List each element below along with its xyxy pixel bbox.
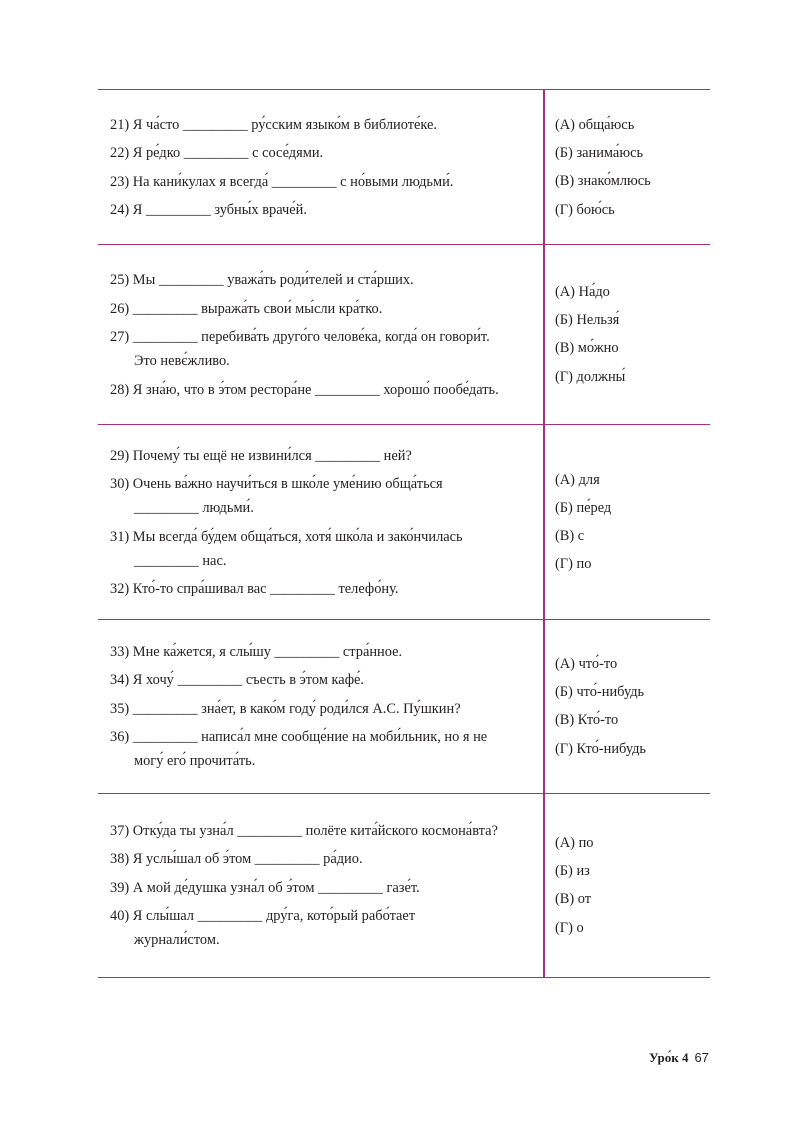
option-a: (А) что́-то xyxy=(555,656,618,672)
option-d: (Г) по xyxy=(555,556,592,572)
option-b: (Б) из xyxy=(555,863,590,879)
lesson-label: Уро́к 4 xyxy=(649,1050,689,1065)
section-divider xyxy=(98,424,710,425)
option-a: (А) по xyxy=(555,835,594,851)
question-38: 38) Я услы́шал об э́том _________ ра́дио. xyxy=(110,851,363,867)
question-29: 29) Почему́ ты ещё не извини́лся _________ ней? xyxy=(110,448,412,464)
question-35: 35) _________ зна́ет, в како́м году́ роди́лся А.С. Пу́шкин? xyxy=(110,701,461,717)
question-30: 30) Очень ва́жно научи́ться в шко́ле уме́нию обща́ться _________ людьми́. xyxy=(110,476,443,516)
question-28: 28) Я зна́ю, что в э́том рестора́не _________ хорошо́ пообе́дать. xyxy=(110,382,499,398)
question-32: 32) Кто́-то спра́шивал вас _________ телефо́ну. xyxy=(110,581,399,597)
option-b: (Б) что́-нибудь xyxy=(555,684,645,700)
section-divider-bottom xyxy=(98,977,710,978)
option-c: (В) с xyxy=(555,528,585,544)
page-number: 67 xyxy=(694,1050,709,1065)
question-22: 22) Я ре́дко _________ с сосе́дями. xyxy=(110,145,324,161)
option-b: (Б) Нельзя́ xyxy=(555,312,620,328)
question-40: 40) Я слы́шал _________ дру́га, кото́рый рабо́тает журнали́стом. xyxy=(110,908,416,948)
option-c: (В) Кто́-то xyxy=(555,712,619,728)
section-divider xyxy=(98,244,710,245)
option-d: (Г) бою́сь xyxy=(555,202,615,218)
question-27: 27) _________ перебива́ть друго́го челове́ка, когда́ он говори́т. Это невє́жливо. xyxy=(110,329,490,369)
question-21: 21) Я ча́сто _________ ру́сским языко́м в библиоте́ке. xyxy=(110,117,438,133)
question-39: 39) А мой де́душка узна́л об э́том _________ газе́т. xyxy=(110,880,420,896)
section-divider-top xyxy=(98,89,710,90)
question-25: 25) Мы _________ уважа́ть роди́телей и ста́рших. xyxy=(110,272,414,288)
question-33: 33) Мне ка́жется, я слы́шу _________ стра́нное. xyxy=(110,644,403,660)
question-37: 37) Отку́да ты узна́л _________ полёте кита́йского космона́вта? xyxy=(110,823,498,839)
option-a: (А) На́до xyxy=(555,284,610,300)
option-d: (Г) Кто́-нибудь xyxy=(555,741,646,757)
option-c: (В) от xyxy=(555,891,592,907)
question-24: 24) Я _________ зубны́х враче́й. xyxy=(110,202,307,218)
option-b: (Б) занима́юсь xyxy=(555,145,644,161)
option-a: (А) обща́юсь xyxy=(555,117,635,133)
question-34: 34) Я хочу́ _________ съесть в э́том кафе́. xyxy=(110,672,365,688)
option-c: (В) знако́млюсь xyxy=(555,173,651,189)
option-d: (Г) о xyxy=(555,920,584,936)
question-31: 31) Мы всегда́ бу́дем обща́ться, хотя́ шко́ла и зако́нчилась _________ нас. xyxy=(110,529,463,569)
column-divider xyxy=(543,90,545,978)
page-footer xyxy=(649,1049,709,1067)
question-26: 26) _________ выража́ть свои́ мы́сли кра́тко. xyxy=(110,301,383,317)
question-23: 23) На кани́кулах я всегда́ _________ с но́выми людьми́. xyxy=(110,174,454,190)
section-divider xyxy=(98,619,710,620)
option-b: (Б) пе́ред xyxy=(555,500,612,516)
question-36: 36) _________ написа́л мне сообще́ние на моби́льник, но я не могу́ его́ прочита́ть. xyxy=(110,729,488,769)
option-a: (А) для xyxy=(555,472,600,488)
option-d: (Г) должны́ xyxy=(555,369,626,385)
option-c: (В) мо́жно xyxy=(555,340,619,356)
section-divider xyxy=(98,793,710,794)
